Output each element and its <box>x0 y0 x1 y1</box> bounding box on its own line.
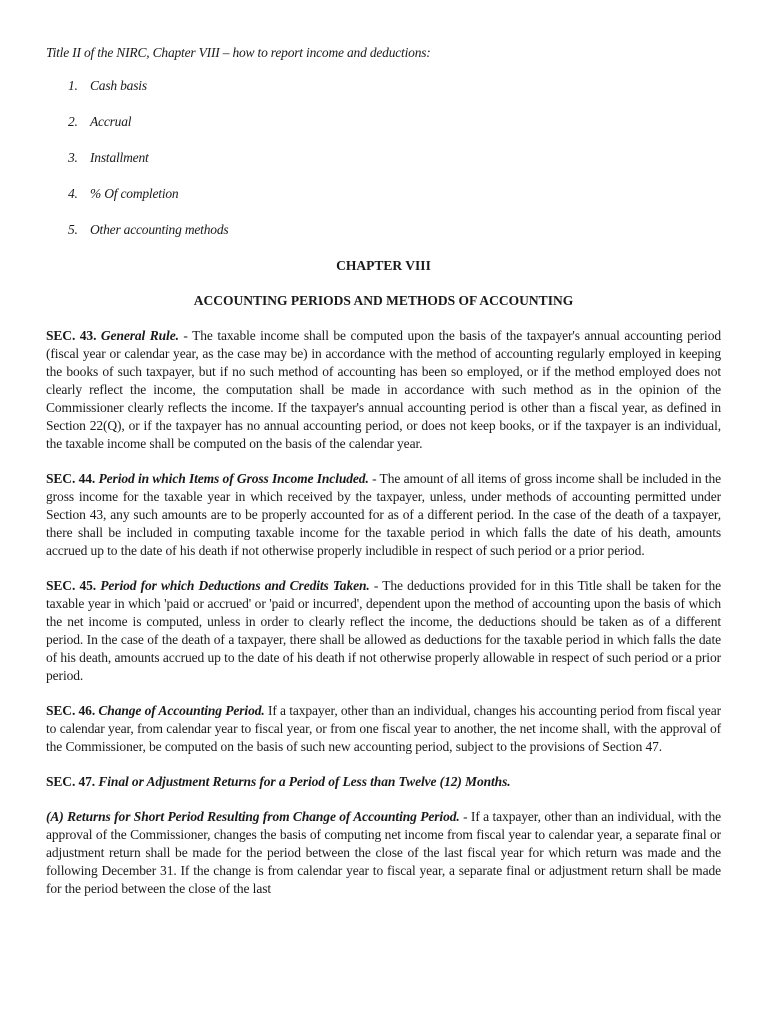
chapter-heading: CHAPTER VIII <box>336 258 431 273</box>
list-number: 1. <box>68 78 78 93</box>
section-body: If a taxpayer, other than an individual, changes his accounting period from fiscal year to calendar year, from calendar year to fiscal year, or from one fiscal year to another, the net income shall, with the approval of the Commissioner, be computed on the basis of such new accounting period, subject to the provisions of Section 47. <box>46 703 722 754</box>
chapter-title: ACCOUNTING PERIODS AND METHODS OF ACCOUNTING <box>193 293 574 308</box>
section-label: SEC. 44. <box>46 471 96 486</box>
list-item <box>46 77 721 95</box>
list-item <box>46 149 721 167</box>
list-number: 5. <box>68 222 78 237</box>
section-title: Period for which Deductions and Credits Taken. <box>100 578 370 593</box>
list-item <box>46 185 721 203</box>
subsection-title: (A) Returns for Short Period Resulting from Change of Accounting Period. <box>46 809 460 824</box>
section-44 <box>46 470 721 560</box>
list-number: 3. <box>68 150 78 165</box>
list-number: 2. <box>68 114 78 129</box>
list-label: Other accounting methods <box>90 222 229 237</box>
section-label: SEC. 43. <box>46 328 97 343</box>
section-title: Change of Accounting Period. <box>98 703 265 718</box>
intro-line: Title II of the NIRC, Chapter VIII – how to report income and deductions: <box>46 45 431 60</box>
list-label: Accrual <box>90 114 132 129</box>
section-47 <box>46 773 721 791</box>
accounting-methods-list <box>46 77 721 239</box>
list-label: Cash basis <box>90 78 147 93</box>
section-body: - The deductions provided for in this Title shall be taken for the taxable year in which 'paid or accrued' or 'paid or incurred', dependent upon the method of accounting upon the basis of which the net income is computed, unless in order to clearly reflect the income, the deductions should be taken as of a different period. In the case of the death of a taxpayer, there shall be allowed as deductions for the taxable period in which falls the date of his death, amounts accrued up to the date of his death if not otherwise properly allowable in respect of such period or a prior period. <box>46 578 721 683</box>
section-label: SEC. 46. <box>46 703 96 718</box>
section-title: Period in which Items of Gross Income Included. <box>98 471 369 486</box>
list-item <box>46 113 721 131</box>
section-label: SEC. 47. <box>46 774 96 789</box>
list-label: Installment <box>90 150 149 165</box>
section-45 <box>46 577 721 685</box>
section-body: - If a taxpayer, other than an individual, with the approval of the Commissioner, changes the basis of computing net income from fiscal year to calendar year, a separate final or adjustment return shall be made for the period between the close of the last fiscal year for which return was made and the following December 31. If the change is from calendar year to fiscal year, a separate final or adjustment return shall be made for the period between the close of the last <box>46 809 721 896</box>
section-title: Final or Adjustment Returns for a Period of Less than Twelve (12) Months. <box>98 774 511 789</box>
section-body: - The taxable income shall be computed upon the basis of the taxpayer's annual accounting period (fiscal year or calendar year, as the case may be) in accordance with the method of accounting regularly employed in keeping the books of such taxpayer, but if no such method of accounting has been so employed, or if the method employed does not clearly reflect the income, the computation shall be made in accordance with such method as in the opinion of the Commissioner clearly reflects the income. If the taxpayer's annual accounting period is other than a fiscal year, as defined in Section 22(Q), or if the taxpayer has no annual accounting period, or does not keep books, or if the taxpayer is an individual, the taxable income shall be computed on the basis of the calendar year. <box>46 328 721 451</box>
section-label: SEC. 45. <box>46 578 97 593</box>
list-label: % Of completion <box>90 186 179 201</box>
section-43 <box>46 327 721 453</box>
section-body: - The amount of all items of gross income shall be included in the gross income for the taxable year in which received by the taxpayer, unless, under methods of accounting permitted under Section 43, any such amounts are to be properly accounted for as of a different period. In the case of the death of a taxpayer, there shall be included in computing taxable income for the taxable period in which falls the date of his death, amounts accrued up to the date of his death if not otherwise properly includible in respect of such period or a prior period. <box>46 471 722 558</box>
list-number: 4. <box>68 186 78 201</box>
section-46 <box>46 702 721 756</box>
section-47-a <box>46 808 721 898</box>
section-title: General Rule. <box>100 328 179 343</box>
list-item <box>46 221 721 239</box>
